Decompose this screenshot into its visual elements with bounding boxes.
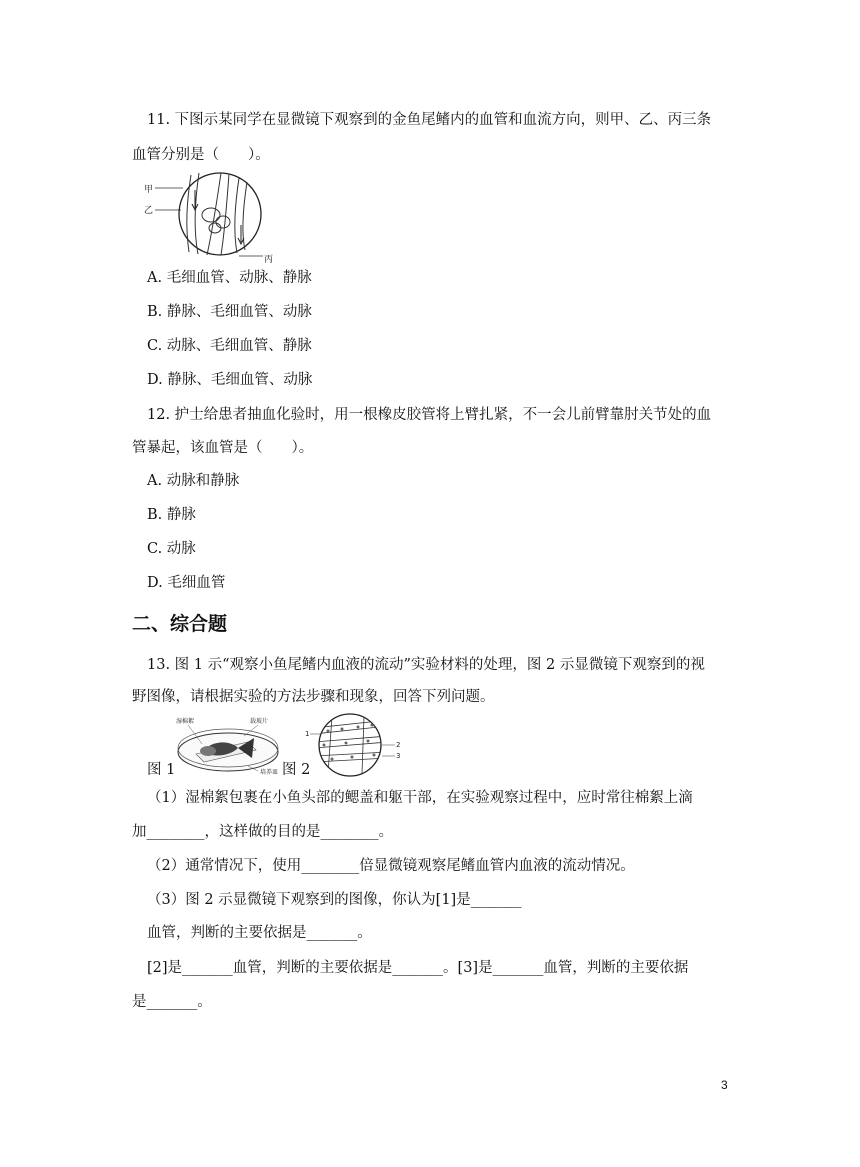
label-jia: 甲 xyxy=(144,185,154,195)
fig1-label-dish: 培养皿 xyxy=(260,769,279,776)
q13-part2: （2）通常情况下，使用________倍显微镜观察尾鳍血管内血液的流动情况。 xyxy=(147,858,635,874)
q13-fig2-caption: 图 2 xyxy=(282,762,311,778)
fig2-label-2: 2 xyxy=(396,741,401,749)
q13-part3-line3: [2]是_______血管，判断的主要依据是_______。[3]是_______血管，判断的主要依据 xyxy=(147,960,689,976)
q11-option-c: C. 动脉、毛细血管、静脉 xyxy=(147,338,312,354)
page-number: 3 xyxy=(721,1078,728,1092)
q11-option-b: B. 静脉、毛细血管、动脉 xyxy=(147,304,312,320)
q11-option-d: D. 静脉、毛细血管、动脉 xyxy=(147,372,313,388)
q12-stem-line1: 12. 护士给患者抽血化验时，用一根橡皮胶管将上臂扎紧，不一会儿前臂靠肘关节处的血 xyxy=(147,407,712,423)
fig1-label-cotton: 湿棉絮 xyxy=(176,718,195,725)
q13-stem-line2: 野图像，请根据实验的方法步骤和现象，回答下列问题。 xyxy=(132,689,495,705)
q13-part1-line2: 加________，这样做的目的是________。 xyxy=(132,824,393,840)
q12-option-c: C. 动脉 xyxy=(147,541,196,557)
q12-stem-line2: 管暴起，该血管是（ ）。 xyxy=(132,440,314,456)
q11-stem-line2: 血管分别是（ ）。 xyxy=(132,147,270,163)
q13-figure2 xyxy=(302,712,406,778)
q11-stem-line1: 11. 下图示某同学在显微镜下观察到的金鱼尾鳍内的血管和血流方向，则甲、乙、丙三条 xyxy=(147,112,712,128)
q12-option-d: D. 毛细血管 xyxy=(147,575,226,591)
fig1-label-slide: 载玻片 xyxy=(250,718,269,725)
fig2-label-1: 1 xyxy=(305,730,310,738)
q13-stem-line1: 13. 图 1 示“观察小鱼尾鳍内血液的流动”实验材料的处理，图 2 示显微镜下观察到的视 xyxy=(147,657,705,673)
label-bing: 丙 xyxy=(264,255,274,265)
fig2-label-3: 3 xyxy=(396,752,401,760)
section-heading: 二、综合题 xyxy=(132,613,228,635)
q11-option-a: A. 毛细血管、动脉、静脉 xyxy=(147,270,312,286)
q11-blood-vessel-figure xyxy=(141,170,281,265)
q13-part3-line2: 血管，判断的主要依据是_______。 xyxy=(147,925,372,941)
q12-option-b: B. 静脉 xyxy=(147,507,196,523)
q13-part3-line4: 是_______。 xyxy=(132,994,212,1010)
q13-fig1-caption: 图 1 xyxy=(147,762,176,778)
q13-part3-line1: （3）图 2 示显微镜下观察到的图像，你认为[1]是_______ xyxy=(147,892,522,908)
label-yi: 乙 xyxy=(144,206,154,216)
q12-option-a: A. 动脉和静脉 xyxy=(147,473,240,489)
q13-part1-line1: （1）湿棉絮包裹在小鱼头部的鳃盖和躯干部，在实验观察过程中，应时常往棉絮上滴 xyxy=(147,790,693,806)
q13-figure1 xyxy=(168,714,286,776)
